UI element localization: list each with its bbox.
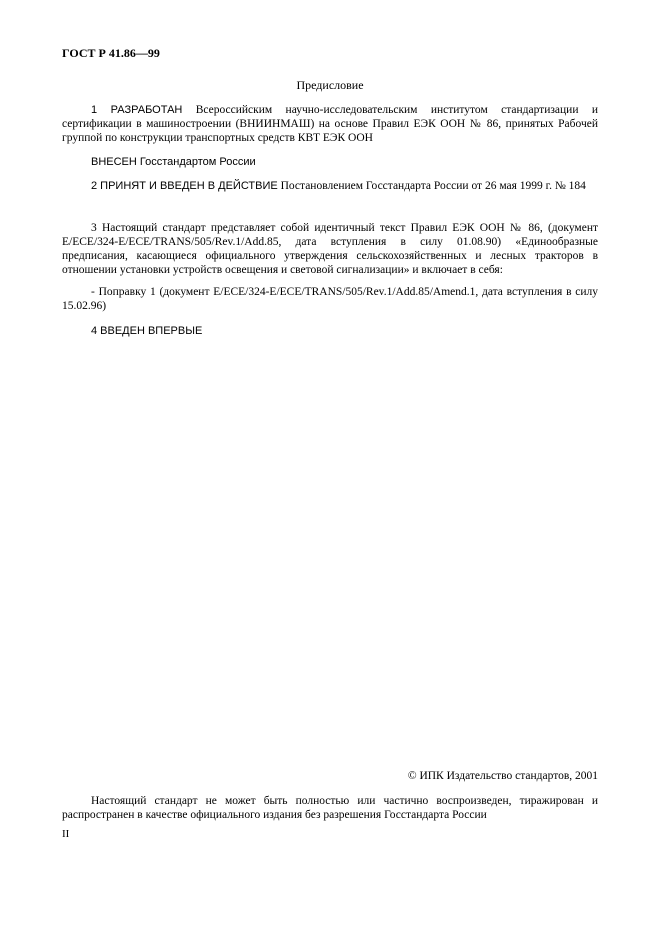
paragraph-lead: 2 ПРИНЯТ И ВВЕДЕН В ДЕЙСТВИЕ	[91, 180, 278, 192]
paragraph-lead: ВНЕСЕН	[91, 156, 137, 168]
paragraph-developed	[62, 103, 598, 145]
paragraph-text: Постановлением Госстандарта России от 26 мая 1999 г. № 184	[277, 180, 586, 192]
paragraph-first-introduced	[62, 324, 598, 338]
paragraph-text: - Поправку 1 (документ E/ECE/324-E/ECE/TRANS/505/Rev.1/Add.85/Amend.1, дата вступления в силу 15.02.96)	[62, 286, 598, 312]
paragraph-identical-text	[62, 221, 598, 277]
page-title: Предисловие	[296, 78, 364, 92]
document-header: ГОСТ Р 41.86—99	[62, 46, 160, 60]
paragraph-text: 3 Настоящий стандарт представляет собой идентичный текст Правил ЕЭК ООН № 86, (документ E/ECE/324-E/ECE/TRANS/505/Rev.1/Add.85, дата вступления в силу 01.08.90) «Единообразные предписания, касающиеся официального утверждения сельскохозяйственных и лесных тракторов в отношении установки устройств освещения и световой сигнализации» и включает в себя:	[62, 222, 598, 276]
paragraph-submitted	[62, 155, 598, 169]
paragraph-lead: 1 РАЗРАБОТАН	[91, 104, 183, 116]
paragraph-text: Всероссийским научно-исследовательским институтом стандартизации и сертификации в машиностроении (ВНИИНМАШ) на основе Правил ЕЭК ООН № 86, принятых Рабочей группой по конструкции транспортных средств КВТ ЕЭК ООН	[62, 104, 598, 144]
reproduction-notice: Настоящий стандарт не может быть полностью или частично воспроизведен, тиражирован и распространен в качестве официального издания без разрешения Госстандарта России	[62, 795, 598, 821]
paragraph-text: Госстандартом России	[136, 156, 256, 168]
copyright-notice: © ИПК Издательство стандартов, 2001	[407, 770, 598, 782]
paragraph-lead: 4 ВВЕДЕН ВПЕРВЫЕ	[91, 325, 203, 337]
page-number: II	[62, 828, 70, 840]
paragraph-amendment	[62, 285, 598, 313]
paragraph-adopted	[62, 179, 598, 193]
